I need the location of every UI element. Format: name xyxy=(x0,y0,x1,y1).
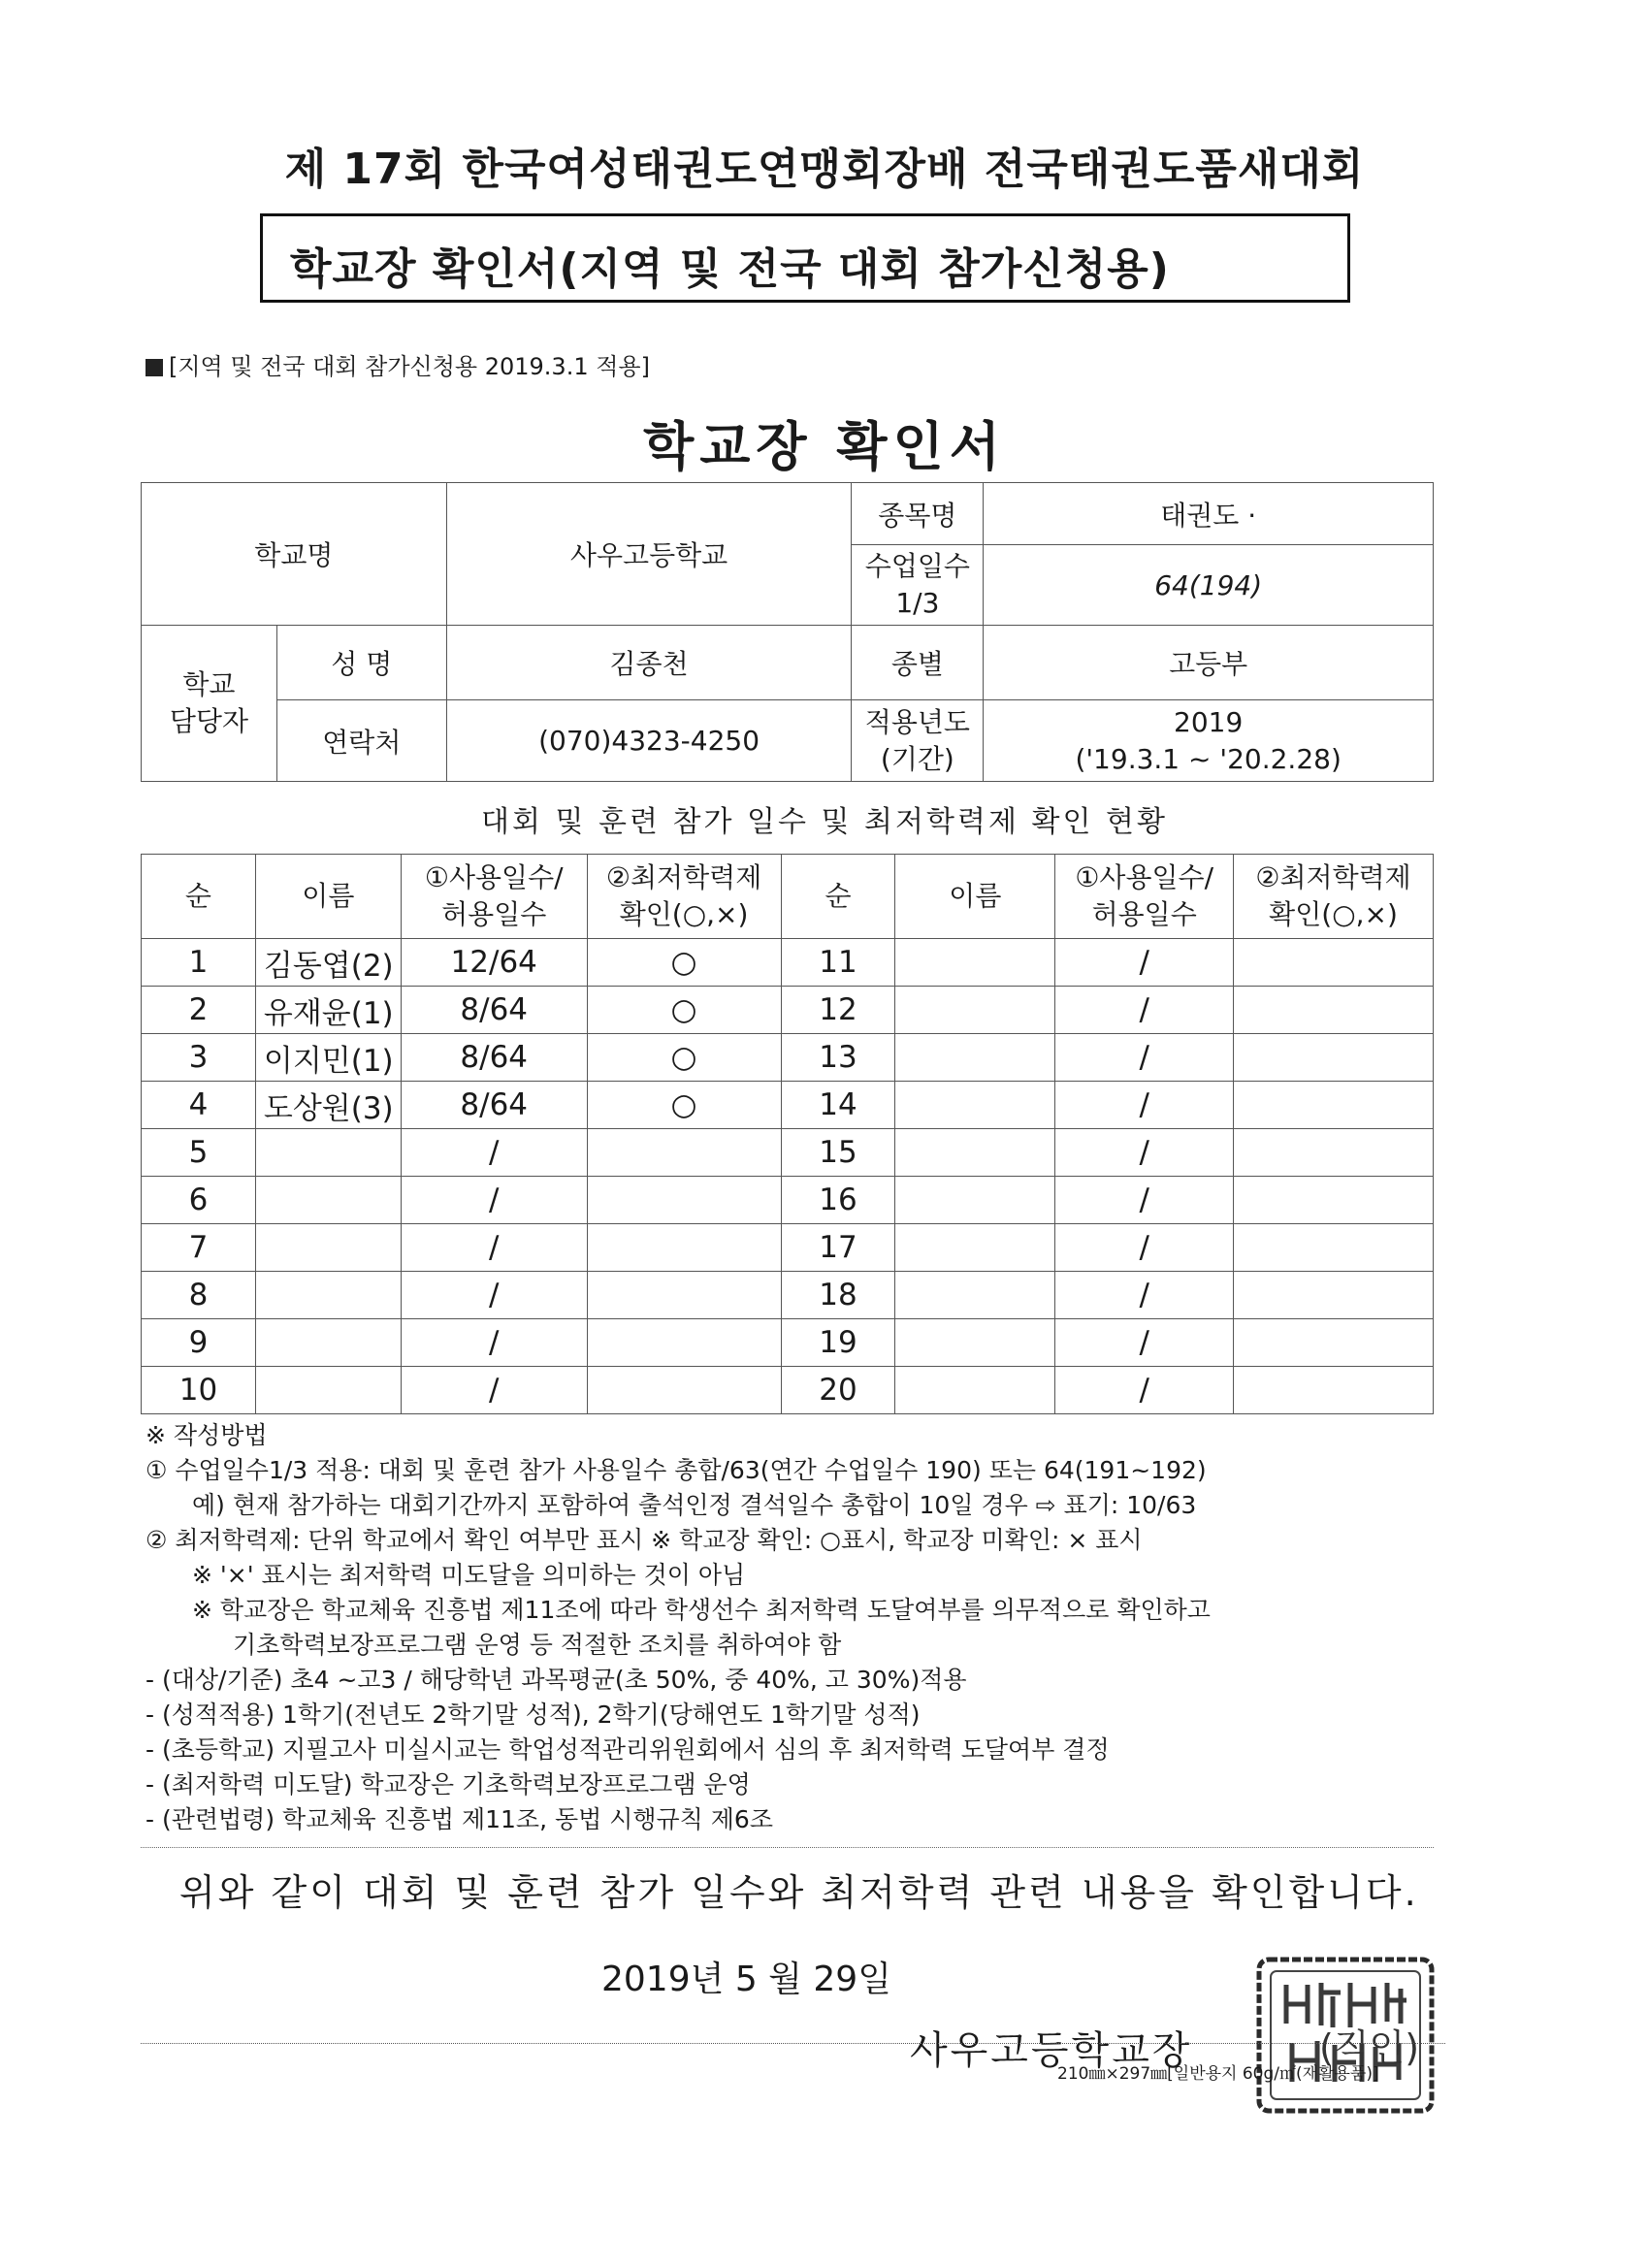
row-no-2: 16 xyxy=(781,1177,895,1224)
name-label: 성 명 xyxy=(276,626,446,700)
name-value: 김종천 xyxy=(446,626,852,700)
table-row xyxy=(142,987,1434,1034)
row-name-2 xyxy=(895,1319,1055,1367)
row-name-2 xyxy=(895,987,1055,1034)
school-label: 학교명 xyxy=(142,483,447,626)
row-used: 8/64 xyxy=(401,1082,587,1129)
school-value: 사우고등학교 xyxy=(446,483,852,626)
row-used: 8/64 xyxy=(401,987,587,1034)
row-check xyxy=(587,1224,781,1272)
header-name: 이름 xyxy=(255,855,401,939)
row-used-2: / xyxy=(1055,1129,1234,1177)
row-no-2: 17 xyxy=(781,1224,895,1272)
instruction-line: ② 최저학력제: 단위 학교에서 확인 여부만 표시 ※ 학교장 확인: ○표시, 학교장 미확인: × 표시 xyxy=(146,1526,1143,1554)
row-name xyxy=(255,1319,401,1367)
row-no: 4 xyxy=(142,1082,256,1129)
header-used-2 xyxy=(1055,855,1234,939)
form-note-text: [지역 및 전국 대회 참가신청용 2019.3.1 적용] xyxy=(169,353,650,380)
row-check-2 xyxy=(1234,987,1434,1034)
seal-label: (직인) xyxy=(1319,2026,1420,2069)
instruction-line: - (관련법령) 학교체육 진흥법 제11조, 동법 시행규칙 제6조 xyxy=(146,1805,773,1833)
instruction-line: ※ 학교장은 학교체육 진흥법 제11조에 따라 학생선수 최저학력 도달여부를 의무적으로 확인하고 xyxy=(192,1596,1211,1624)
row-check-2 xyxy=(1234,1034,1434,1082)
row-no: 1 xyxy=(142,939,256,987)
row-name-2 xyxy=(895,1034,1055,1082)
header-used xyxy=(401,855,587,939)
header-check-line1: ②최저학력제 xyxy=(605,861,762,893)
row-used: / xyxy=(401,1319,587,1367)
table-row xyxy=(142,1224,1434,1272)
row-no: 2 xyxy=(142,987,256,1034)
instructions-heading: ※ 작성방법 xyxy=(146,1421,268,1449)
row-name: 도상원(3) xyxy=(255,1082,401,1129)
row-check-2 xyxy=(1234,1272,1434,1319)
table-header-row xyxy=(142,855,1434,939)
row-no: 3 xyxy=(142,1034,256,1082)
header-no-2: 순 xyxy=(781,855,895,939)
row-check: ○ xyxy=(587,939,781,987)
table-row xyxy=(142,939,1434,987)
confirm-statement: 위와 같이 대회 및 훈련 참가 일수와 최저학력 관련 내용을 확인합니다. xyxy=(179,1871,1419,1914)
row-check-2 xyxy=(1234,1082,1434,1129)
row-used: / xyxy=(401,1224,587,1272)
year-label-line1: 적용년도 xyxy=(864,705,970,738)
row-name-2 xyxy=(895,1272,1055,1319)
row-no-2: 15 xyxy=(781,1129,895,1177)
header-name-2: 이름 xyxy=(895,855,1055,939)
days-label-line1: 수업일수 xyxy=(864,550,970,582)
table-row xyxy=(142,1319,1434,1367)
row-check xyxy=(587,1367,781,1414)
contact-value: (070)4323-4250 xyxy=(446,700,852,782)
row-used-2: / xyxy=(1055,1177,1234,1224)
row-name-2 xyxy=(895,1177,1055,1224)
instruction-line: - (초등학교) 지필고사 미실시교는 학업성적관리위원회에서 심의 후 최저학력 도달여부 결정 xyxy=(146,1735,1110,1764)
row-name-2 xyxy=(895,1224,1055,1272)
row-no-2: 11 xyxy=(781,939,895,987)
instruction-line: - (성적적용) 1학기(전년도 2학기말 성적), 2학기(당해연도 1학기말 성적) xyxy=(146,1701,921,1729)
table-row xyxy=(142,1177,1434,1224)
row-name xyxy=(255,1224,401,1272)
row-check-2 xyxy=(1234,1224,1434,1272)
participant-table xyxy=(141,854,1434,1414)
row-no-2: 19 xyxy=(781,1319,895,1367)
row-name xyxy=(255,1272,401,1319)
row-name xyxy=(255,1129,401,1177)
row-used-2: / xyxy=(1055,1367,1234,1414)
year-value xyxy=(984,700,1434,782)
days-label-line2: 1/3 xyxy=(895,587,940,619)
row-check-2 xyxy=(1234,1129,1434,1177)
instruction-line: - (대상/기준) 초4 ~고3 / 해당학년 과목평균(초 50%, 중 40%, 고 30%)적용 xyxy=(146,1666,967,1694)
info-table xyxy=(141,482,1434,782)
row-no: 7 xyxy=(142,1224,256,1272)
row-check xyxy=(587,1272,781,1319)
table-row xyxy=(142,1034,1434,1082)
row-no-2: 18 xyxy=(781,1272,895,1319)
row-check: ○ xyxy=(587,1034,781,1082)
header-check-2 xyxy=(1234,855,1434,939)
row-check-2 xyxy=(1234,1177,1434,1224)
instruction-line: - (최저학력 미도달) 학교장은 기초학력보장프로그램 운영 xyxy=(146,1770,751,1798)
row-used-2: / xyxy=(1055,1319,1234,1367)
year-value-line1: 2019 xyxy=(1174,705,1244,738)
row-name-2 xyxy=(895,939,1055,987)
row-no-2: 12 xyxy=(781,987,895,1034)
form-subtitle: 학교장 확인서(지역 및 전국 대회 참가신청용) xyxy=(290,244,1170,294)
table-row xyxy=(142,1082,1434,1129)
row-no: 8 xyxy=(142,1272,256,1319)
row-used: / xyxy=(401,1367,587,1414)
row-name-2 xyxy=(895,1367,1055,1414)
row-no: 10 xyxy=(142,1367,256,1414)
row-no: 5 xyxy=(142,1129,256,1177)
table-row xyxy=(142,1272,1434,1319)
row-check xyxy=(587,1129,781,1177)
header-check xyxy=(587,855,781,939)
row-check-2 xyxy=(1234,1367,1434,1414)
row-used: 12/64 xyxy=(401,939,587,987)
row-used: 8/64 xyxy=(401,1034,587,1082)
contact-label: 연락처 xyxy=(276,700,446,782)
header-check-2-line1: ②최저학력제 xyxy=(1255,861,1411,893)
row-name-2 xyxy=(895,1082,1055,1129)
header-check-line2: 확인(○,×) xyxy=(619,898,749,930)
row-no-2: 20 xyxy=(781,1367,895,1414)
manager-label-line2: 담당자 xyxy=(169,705,249,737)
row-used-2: / xyxy=(1055,1034,1234,1082)
instruction-line: 예) 현재 참가하는 대회기간까지 포함하여 출석인정 결석일수 총합이 10일 경우 ⇨ 표기: 10/63 xyxy=(192,1491,1197,1519)
event-title: 제 17회 한국여성태권도연맹회장배 전국태권도품새대회 xyxy=(284,145,1365,194)
row-used: / xyxy=(401,1129,587,1177)
row-used-2: / xyxy=(1055,1082,1234,1129)
instruction-line: 기초학력보장프로그램 운영 등 적절한 조치를 취하여야 함 xyxy=(233,1631,842,1659)
row-used-2: / xyxy=(1055,987,1234,1034)
event-value: 태권도 · xyxy=(984,483,1434,545)
row-name: 김동엽(2) xyxy=(255,939,401,987)
manager-label xyxy=(142,626,277,782)
bottom-divider xyxy=(141,2043,1445,2044)
row-check xyxy=(587,1177,781,1224)
header-used-2-line2: 허용일수 xyxy=(1091,898,1197,930)
row-used-2: / xyxy=(1055,1272,1234,1319)
row-used-2: / xyxy=(1055,939,1234,987)
row-used-2: / xyxy=(1055,1224,1234,1272)
division-label: 종별 xyxy=(852,626,984,700)
table-row xyxy=(142,1129,1434,1177)
row-check: ○ xyxy=(587,987,781,1034)
year-label-line2: (기간) xyxy=(880,742,954,775)
row-name: 유재윤(1) xyxy=(255,987,401,1034)
row-used: / xyxy=(401,1272,587,1319)
row-no: 6 xyxy=(142,1177,256,1224)
black-square-icon xyxy=(146,359,163,376)
row-no: 9 xyxy=(142,1319,256,1367)
header-check-2-line2: 확인(○,×) xyxy=(1269,898,1398,930)
doc-title: 학교장 확인서 xyxy=(643,416,1006,477)
days-value: 64(194) xyxy=(984,545,1434,626)
instructions-divider xyxy=(141,1847,1434,1848)
year-label xyxy=(852,700,984,782)
instructions xyxy=(146,1418,1504,1837)
header-used-2-line1: ①사용일수/ xyxy=(1075,861,1214,893)
row-no-2: 13 xyxy=(781,1034,895,1082)
principal-signature: 사우고등학교장 xyxy=(910,2028,1193,2073)
header-used-line1: ①사용일수/ xyxy=(424,861,564,893)
header-no: 순 xyxy=(142,855,256,939)
row-check-2 xyxy=(1234,1319,1434,1367)
year-value-line2: ('19.3.1 ~ '20.2.28) xyxy=(1075,742,1342,775)
participant-rows xyxy=(142,939,1434,1414)
instruction-line: ※ '×' 표시는 최저학력 미도달을 의미하는 것이 아님 xyxy=(192,1561,746,1589)
row-used: / xyxy=(401,1177,587,1224)
row-name xyxy=(255,1367,401,1414)
table-row xyxy=(142,1367,1434,1414)
row-no-2: 14 xyxy=(781,1082,895,1129)
paper-spec-note: 210㎜×297㎜[일반용지 60g/㎡(재활용품)] xyxy=(1057,2064,1379,2084)
row-check-2 xyxy=(1234,939,1434,987)
row-name-2 xyxy=(895,1129,1055,1177)
manager-label-line1: 학교 xyxy=(182,668,236,700)
days-label xyxy=(852,545,984,626)
division-value: 고등부 xyxy=(984,626,1434,700)
row-check: ○ xyxy=(587,1082,781,1129)
form-note xyxy=(146,347,650,381)
row-name: 이지민(1) xyxy=(255,1034,401,1082)
form-subtitle-box xyxy=(260,213,1350,303)
row-name xyxy=(255,1177,401,1224)
event-label: 종목명 xyxy=(852,483,984,545)
header-used-line2: 허용일수 xyxy=(441,898,547,930)
section-title: 대회 및 훈련 참가 일수 및 최저학력제 확인 현황 xyxy=(481,805,1168,839)
signing-date: 2019년 5 월 29일 xyxy=(601,1960,891,1999)
instruction-line: ① 수업일수1/3 적용: 대회 및 훈련 참가 사용일수 총합/63(연간 수업일수 190) 또는 64(191~192) xyxy=(146,1456,1207,1484)
row-check xyxy=(587,1319,781,1367)
